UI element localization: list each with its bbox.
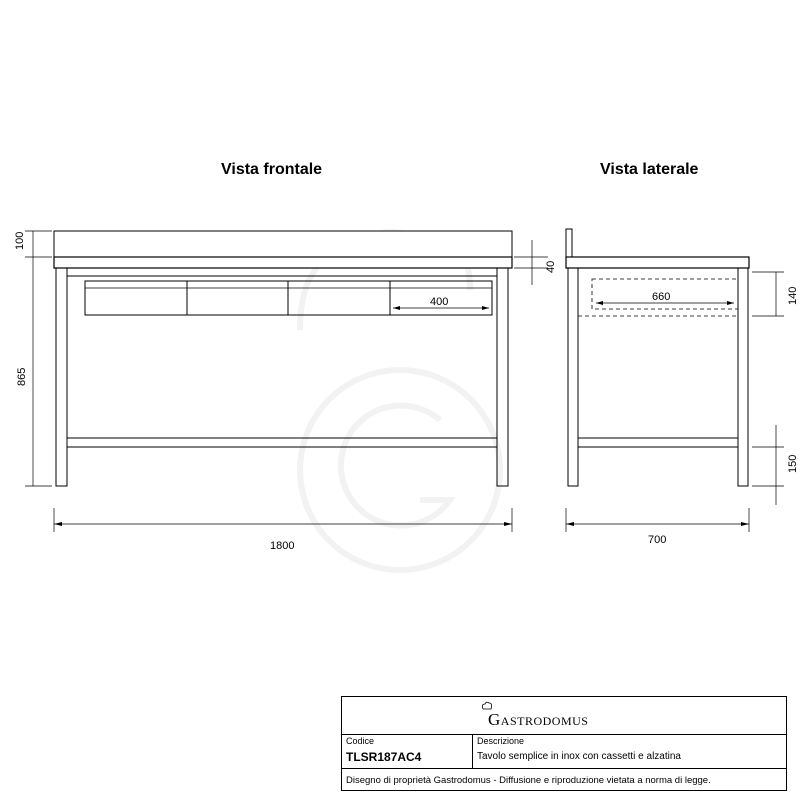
front-view-title: Vista frontale (221, 161, 323, 178)
brand-name: Gastrodomus (488, 710, 589, 729)
front-view (54, 231, 512, 486)
watermark-logo (300, 232, 500, 570)
dim-top-thickness: 40 (545, 260, 557, 273)
code-label: Codice (346, 736, 375, 746)
side-view (566, 229, 749, 486)
product-description: Tavolo semplice in inox con cassetti e alzatina (477, 751, 681, 762)
title-block (341, 696, 787, 791)
dim-drawer-height: 140 (787, 286, 799, 305)
dim-depth: 700 (648, 534, 667, 546)
title-block-logo-row (342, 697, 786, 735)
dim-drawer-depth: 660 (652, 291, 671, 303)
side-dimensions (566, 272, 784, 532)
description-cell (473, 734, 786, 768)
copyright-notice: Disegno di proprietà Gastrodomus - Diffusione e riproduzione vietata a norma di legge. (346, 775, 711, 786)
description-label: Descrizione (477, 736, 525, 746)
dim-height: 865 (16, 367, 28, 386)
dim-drawer-width: 400 (430, 296, 449, 308)
code-cell (342, 734, 473, 768)
dim-backsplash: 100 (14, 231, 26, 250)
dim-shelf-height: 150 (787, 454, 799, 473)
product-code: TLSR187AC4 (346, 750, 422, 764)
dim-width: 1800 (270, 540, 295, 552)
side-view-title: Vista laterale (600, 161, 699, 178)
title-block-info-row (342, 734, 786, 769)
